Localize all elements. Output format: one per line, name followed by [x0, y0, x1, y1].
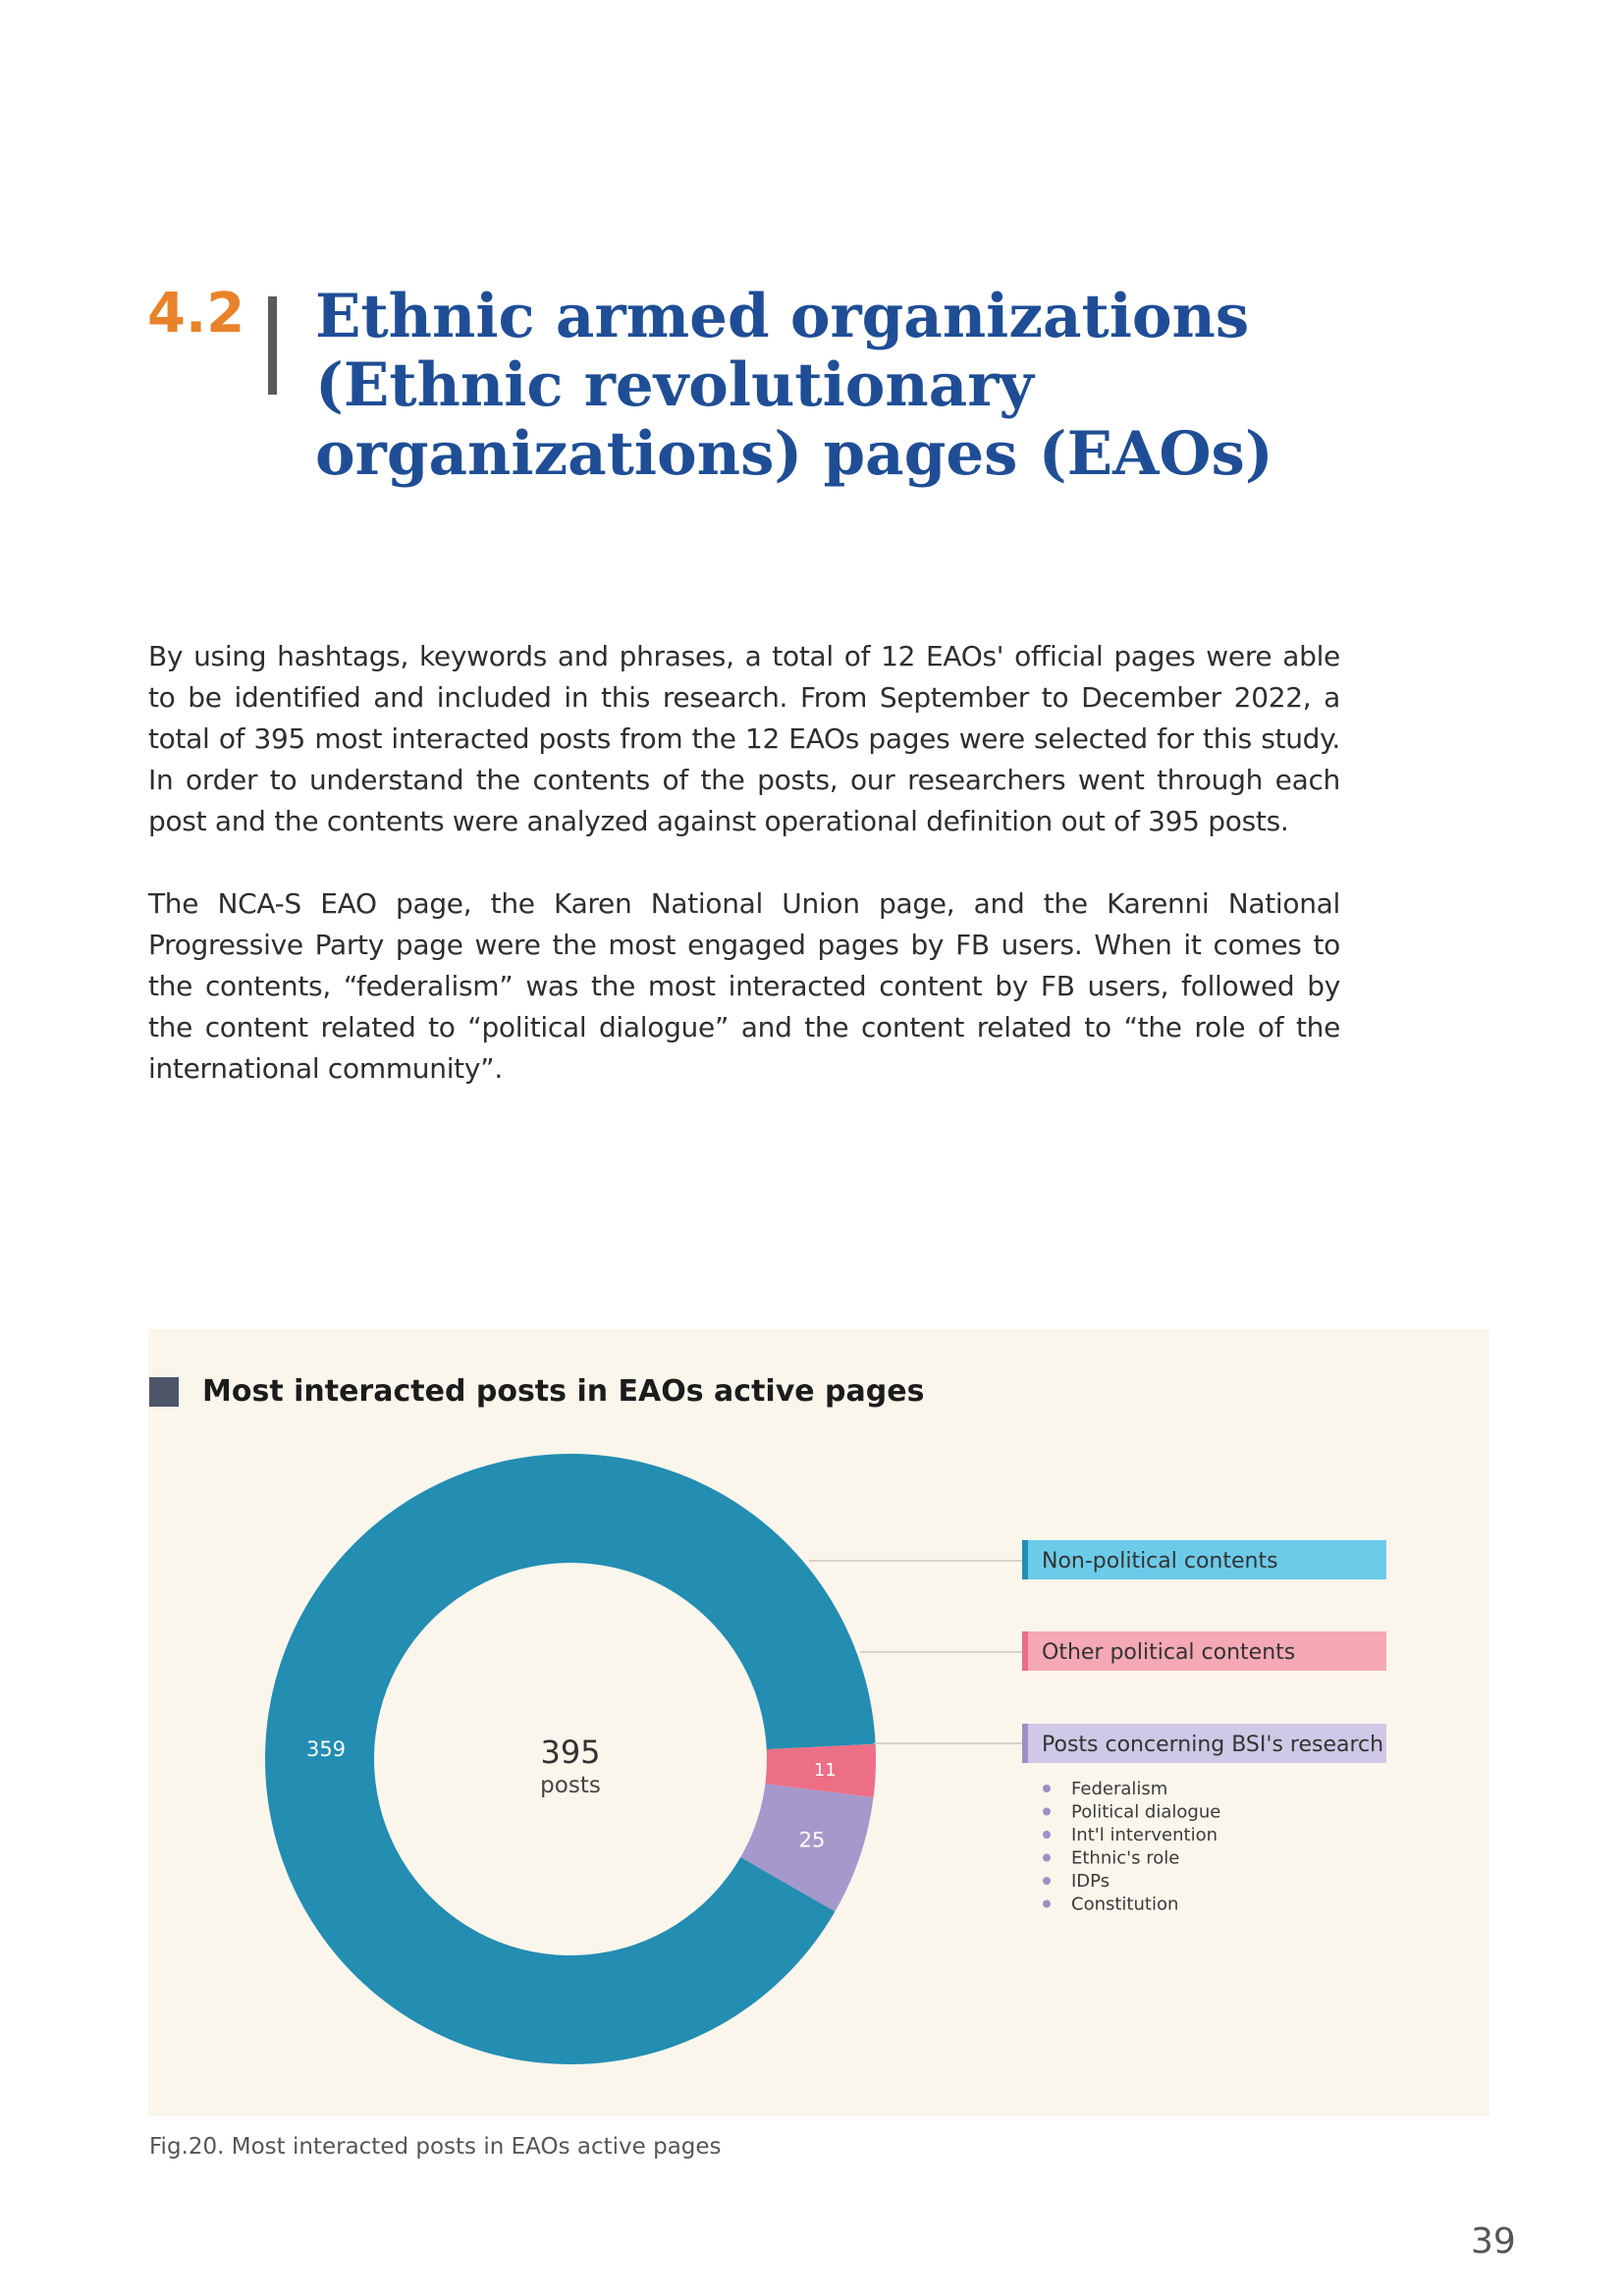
- legend-label-posts-concerning-bsi-s-research: Posts concerning BSI's research: [1042, 1733, 1384, 1757]
- legend-marker-other-political-contents: [1022, 1631, 1028, 1671]
- legend-marker-non-political-contents: [1022, 1540, 1028, 1579]
- sub-item-ethnic-s-role: Ethnic's role: [1071, 1847, 1180, 1869]
- body-paragraph-1: By using hashtags, keywords and phrases, a total of 12 EAOs' official pages were able to be identified and included in this research. From September to December 2022, a total of 395 most interacted posts from the 12 EAOs pages were selected for this study. In order to understand the contents of the posts, our researchers went through each post and the contents were analyzed against operational definition out of 395 posts.: [148, 640, 1340, 837]
- sub-item-int-l-intervention: Int'l intervention: [1071, 1825, 1218, 1845]
- sub-item-bullet-ethnic-s-role: [1043, 1854, 1051, 1862]
- donut-center-label: posts: [540, 1773, 601, 1798]
- legend-label-non-political-contents: Non-political contents: [1042, 1549, 1278, 1574]
- sub-item-constitution: Constitution: [1071, 1894, 1179, 1915]
- slice-value-label-other-political-contents: 11: [813, 1759, 837, 1781]
- sub-item-bullet-federalism: [1043, 1785, 1051, 1792]
- sub-item-federalism: Federalism: [1071, 1779, 1168, 1799]
- sub-item-bullet-int-l-intervention: [1043, 1831, 1051, 1839]
- slice-value-label-non-political-contents: 359: [305, 1737, 347, 1761]
- sub-item-political-dialogue: Political dialogue: [1071, 1801, 1221, 1823]
- figure-title: Most interacted posts in EAOs active pages: [202, 1374, 925, 1409]
- sub-item-bullet-political-dialogue: [1043, 1808, 1051, 1816]
- page-number: 39: [1471, 2221, 1516, 2262]
- figure-caption: Fig.20. Most interacted posts in EAOs active pages: [149, 2134, 722, 2160]
- donut-center-value: 395: [540, 1734, 601, 1771]
- body-paragraph-2: The NCA-S EAO page, the Karen National Union page, and the Karenni National Progressive Party page were the most engaged pages by FB users. When it comes to the contents, “federalism” was the most interacted content by FB users, followed by the content related to “political dialogue” and the content related to “the role of the international community”.: [148, 887, 1340, 1085]
- sub-item-idps: IDPs: [1071, 1871, 1110, 1892]
- section-number: 4.2: [147, 282, 245, 346]
- sub-item-bullet-constitution: [1043, 1900, 1051, 1908]
- sub-item-bullet-idps: [1043, 1877, 1051, 1885]
- legend-label-other-political-contents: Other political contents: [1042, 1640, 1296, 1665]
- section-title: Ethnic armed organizations (Ethnic revolutionary organizations) pages (EAOs): [315, 282, 1273, 489]
- legend-marker-posts-concerning-bsi-s-research: [1022, 1724, 1028, 1763]
- slice-value-label-posts-concerning-bsi-s-research: 25: [798, 1828, 826, 1852]
